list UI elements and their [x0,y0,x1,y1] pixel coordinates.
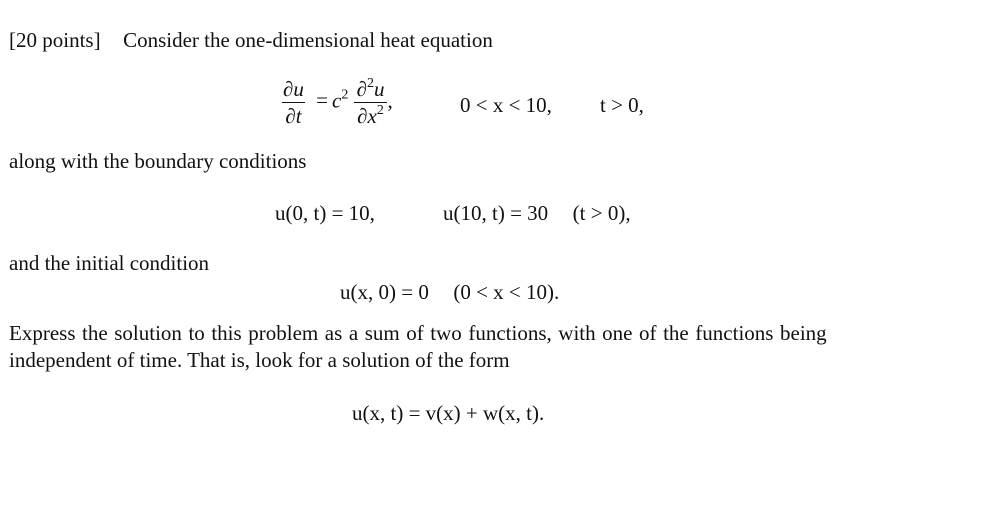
du-dt-fraction: $\frac{\partial u}{\partial t}$ [283,77,304,129]
boundary-intro: along with the boundary conditions [9,149,307,173]
solution-text-line-2: independent of time. That is, look for a solution of the form [9,348,510,372]
heat-equation: $\frac{\partial u}{\partial t}$ = $c^2$ $\frac{\partial^2u}{\partial x^2}$ , [280,78,393,127]
boundary-left: u(0, t) = 10, [275,201,375,225]
solution-form: u(x, t) = v(x) + w(x, t). [352,401,545,425]
initial-equation: u(x, 0) = 0 (0 < x < 10). [340,280,560,304]
initial-intro: and the initial condition [9,251,210,275]
pde-time: t > 0, [600,93,644,117]
boundary-right: u(10, t) = 30 (t > 0), [443,201,631,225]
d2u-dx2-fraction: $\frac{\partial^2u}{\partial x^2}$ [354,78,388,127]
problem-intro: Consider the one-dimensional heat equation [123,28,493,52]
solution-text-line-1: Express the solution to this problem as a sum of two functions, with one of the functions being [9,321,827,345]
pde-domain: 0 < x < 10, [460,93,552,117]
problem-header [9,28,493,53]
points-label: [20 points] [9,28,101,52]
